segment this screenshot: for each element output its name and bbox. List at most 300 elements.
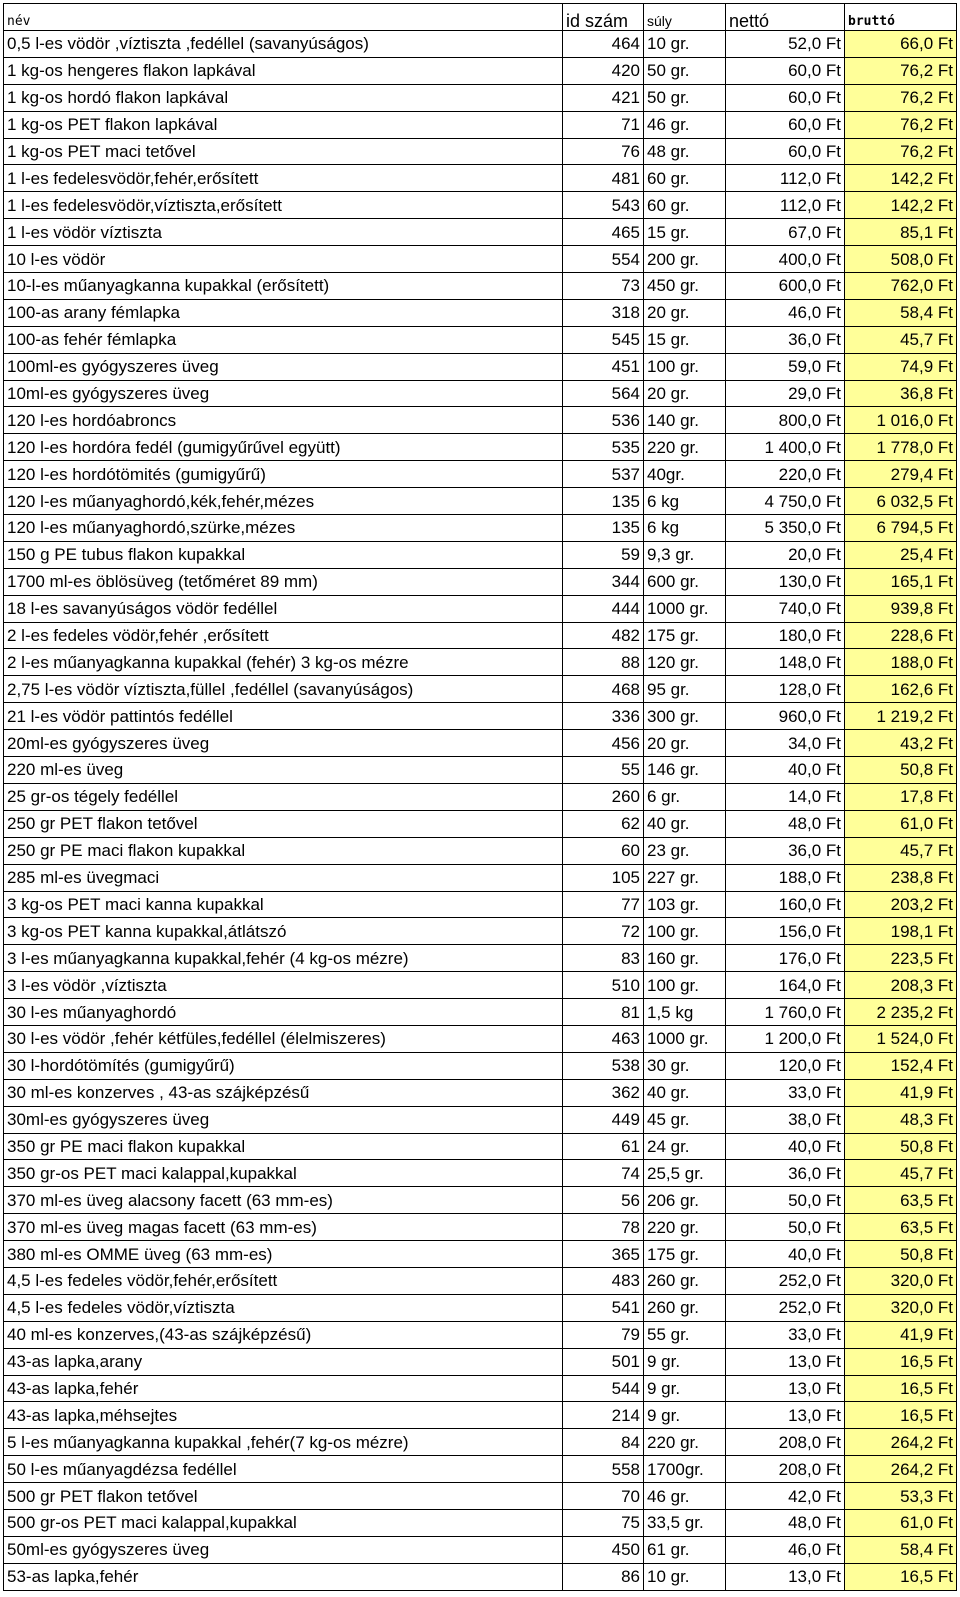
table-row	[4, 219, 957, 246]
table-row	[4, 730, 957, 757]
cell-net: 34,0 Ft	[726, 730, 845, 757]
cell-name: 220 ml-es üveg	[4, 757, 563, 784]
table-row	[4, 1536, 957, 1563]
cell-net: 600,0 Ft	[726, 273, 845, 300]
table-row	[4, 488, 957, 515]
cell-gross: 45,7 Ft	[845, 837, 957, 864]
cell-id: 336	[563, 703, 644, 730]
cell-net: 13,0 Ft	[726, 1402, 845, 1429]
cell-gross: 74,9 Ft	[845, 353, 957, 380]
cell-id: 73	[563, 273, 644, 300]
cell-weight: 46 gr.	[644, 111, 726, 138]
cell-weight: 175 gr.	[644, 622, 726, 649]
cell-id: 538	[563, 1052, 644, 1079]
cell-id: 83	[563, 945, 644, 972]
cell-gross: 53,3 Ft	[845, 1483, 957, 1510]
cell-id: 62	[563, 810, 644, 837]
table-row	[4, 837, 957, 864]
cell-id: 420	[563, 57, 644, 84]
table-row	[4, 676, 957, 703]
table-row	[4, 864, 957, 891]
cell-name: 3 kg-os PET kanna kupakkal,átlátszó	[4, 918, 563, 945]
cell-weight: 15 gr.	[644, 219, 726, 246]
table-row	[4, 1375, 957, 1402]
cell-id: 535	[563, 434, 644, 461]
cell-gross: 41,9 Ft	[845, 1079, 957, 1106]
cell-gross: 939,8 Ft	[845, 595, 957, 622]
cell-net: 40,0 Ft	[726, 1133, 845, 1160]
cell-id: 70	[563, 1483, 644, 1510]
cell-id: 510	[563, 972, 644, 999]
cell-name: 380 ml-es OMME üveg (63 mm-es)	[4, 1241, 563, 1268]
cell-gross: 16,5 Ft	[845, 1348, 957, 1375]
cell-weight: 25,5 gr.	[644, 1160, 726, 1187]
cell-name: 25 gr-os tégely fedéllel	[4, 783, 563, 810]
cell-net: 180,0 Ft	[726, 622, 845, 649]
cell-gross: 50,8 Ft	[845, 1133, 957, 1160]
cell-id: 544	[563, 1375, 644, 1402]
cell-net: 40,0 Ft	[726, 757, 845, 784]
cell-id: 481	[563, 165, 644, 192]
cell-net: 67,0 Ft	[726, 219, 845, 246]
cell-net: 164,0 Ft	[726, 972, 845, 999]
table-row	[4, 1214, 957, 1241]
cell-gross: 223,5 Ft	[845, 945, 957, 972]
table-row	[4, 1133, 957, 1160]
cell-name: 30ml-es gyógyszeres üveg	[4, 1106, 563, 1133]
cell-weight: 120 gr.	[644, 649, 726, 676]
cell-id: 421	[563, 84, 644, 111]
cell-gross: 76,2 Ft	[845, 138, 957, 165]
table-row	[4, 757, 957, 784]
cell-id: 81	[563, 999, 644, 1026]
cell-gross: 61,0 Ft	[845, 1509, 957, 1536]
table-row	[4, 31, 957, 58]
table-row	[4, 1429, 957, 1456]
cell-weight: 227 gr.	[644, 864, 726, 891]
price-list-sheet	[3, 3, 956, 1591]
cell-name: 250 gr PET flakon tetővel	[4, 810, 563, 837]
cell-id: 482	[563, 622, 644, 649]
cell-id: 449	[563, 1106, 644, 1133]
cell-id: 465	[563, 219, 644, 246]
cell-gross: 188,0 Ft	[845, 649, 957, 676]
cell-weight: 1,5 kg	[644, 999, 726, 1026]
cell-weight: 9 gr.	[644, 1348, 726, 1375]
cell-gross: 238,8 Ft	[845, 864, 957, 891]
cell-weight: 6 gr.	[644, 783, 726, 810]
cell-weight: 1000 gr.	[644, 595, 726, 622]
cell-id: 135	[563, 515, 644, 542]
cell-weight: 140 gr.	[644, 407, 726, 434]
table-row	[4, 273, 957, 300]
cell-id: 78	[563, 1214, 644, 1241]
cell-net: 220,0 Ft	[726, 461, 845, 488]
cell-net: 120,0 Ft	[726, 1052, 845, 1079]
table-row	[4, 1079, 957, 1106]
table-row	[4, 945, 957, 972]
table-row	[4, 434, 957, 461]
cell-name: 30 l-hordótömítés (gumigyűrű)	[4, 1052, 563, 1079]
cell-net: 38,0 Ft	[726, 1106, 845, 1133]
cell-name: 1 kg-os PET maci tetővel	[4, 138, 563, 165]
cell-name: 2 l-es műanyagkanna kupakkal (fehér) 3 kg-os mézre	[4, 649, 563, 676]
table-row	[4, 999, 957, 1026]
cell-weight: 20 gr.	[644, 380, 726, 407]
cell-weight: 450 gr.	[644, 273, 726, 300]
cell-name: 10 l-es vödör	[4, 246, 563, 273]
cell-name: 250 gr PE maci flakon kupakkal	[4, 837, 563, 864]
cell-weight: 10 gr.	[644, 1563, 726, 1590]
cell-net: 60,0 Ft	[726, 57, 845, 84]
cell-id: 77	[563, 891, 644, 918]
cell-name: 3 l-es műanyagkanna kupakkal,fehér (4 kg-os mézre)	[4, 945, 563, 972]
cell-name: 30 l-es vödör ,fehér kétfüles,fedéllel (élelmiszeres)	[4, 1025, 563, 1052]
table-row	[4, 891, 957, 918]
table-row	[4, 1563, 957, 1590]
cell-id: 541	[563, 1294, 644, 1321]
cell-id: 463	[563, 1025, 644, 1052]
cell-net: 60,0 Ft	[726, 84, 845, 111]
cell-net: 42,0 Ft	[726, 1483, 845, 1510]
table-row	[4, 810, 957, 837]
cell-net: 20,0 Ft	[726, 541, 845, 568]
cell-gross: 45,7 Ft	[845, 326, 957, 353]
cell-weight: 6 kg	[644, 515, 726, 542]
cell-gross: 198,1 Ft	[845, 918, 957, 945]
cell-gross: 228,6 Ft	[845, 622, 957, 649]
cell-gross: 25,4 Ft	[845, 541, 957, 568]
cell-name: 43-as lapka,fehér	[4, 1375, 563, 1402]
cell-weight: 95 gr.	[644, 676, 726, 703]
table-row	[4, 57, 957, 84]
cell-net: 148,0 Ft	[726, 649, 845, 676]
cell-weight: 46 gr.	[644, 1483, 726, 1510]
cell-gross: 279,4 Ft	[845, 461, 957, 488]
cell-name: 43-as lapka,arany	[4, 1348, 563, 1375]
cell-weight: 45 gr.	[644, 1106, 726, 1133]
cell-net: 33,0 Ft	[726, 1079, 845, 1106]
cell-net: 46,0 Ft	[726, 299, 845, 326]
cell-id: 86	[563, 1563, 644, 1590]
cell-gross: 58,4 Ft	[845, 1536, 957, 1563]
cell-gross: 58,4 Ft	[845, 299, 957, 326]
cell-weight: 20 gr.	[644, 299, 726, 326]
cell-id: 483	[563, 1267, 644, 1294]
cell-gross: 1 016,0 Ft	[845, 407, 957, 434]
cell-net: 13,0 Ft	[726, 1348, 845, 1375]
table-row	[4, 1241, 957, 1268]
cell-gross: 1 219,2 Ft	[845, 703, 957, 730]
cell-name: 0,5 l-es vödör ,víztiszta ,fedéllel (savanyúságos)	[4, 31, 563, 58]
table-row	[4, 1160, 957, 1187]
cell-name: 50 l-es műanyagdézsa fedéllel	[4, 1456, 563, 1483]
cell-name: 120 l-es műanyaghordó,szürke,mézes	[4, 515, 563, 542]
cell-name: 4,5 l-es fedeles vödör,víztiszta	[4, 1294, 563, 1321]
cell-net: 36,0 Ft	[726, 1160, 845, 1187]
cell-name: 43-as lapka,méhsejtes	[4, 1402, 563, 1429]
cell-net: 14,0 Ft	[726, 783, 845, 810]
column-header-id: id szám	[563, 4, 644, 31]
cell-name: 285 ml-es üvegmaci	[4, 864, 563, 891]
cell-net: 13,0 Ft	[726, 1563, 845, 1590]
cell-name: 2 l-es fedeles vödör,fehér ,erősített	[4, 622, 563, 649]
table-row	[4, 380, 957, 407]
cell-weight: 206 gr.	[644, 1187, 726, 1214]
cell-name: 5 l-es műanyagkanna kupakkal ,fehér(7 kg-os mézre)	[4, 1429, 563, 1456]
cell-net: 4 750,0 Ft	[726, 488, 845, 515]
cell-net: 46,0 Ft	[726, 1536, 845, 1563]
cell-weight: 1000 gr.	[644, 1025, 726, 1052]
table-row	[4, 1321, 957, 1348]
cell-gross: 320,0 Ft	[845, 1294, 957, 1321]
cell-net: 208,0 Ft	[726, 1429, 845, 1456]
table-row	[4, 1025, 957, 1052]
cell-gross: 76,2 Ft	[845, 84, 957, 111]
cell-weight: 300 gr.	[644, 703, 726, 730]
table-row	[4, 515, 957, 542]
cell-name: 2,75 l-es vödör víztiszta,füllel ,fedéllel (savanyúságos)	[4, 676, 563, 703]
cell-id: 564	[563, 380, 644, 407]
table-row	[4, 595, 957, 622]
cell-weight: 160 gr.	[644, 945, 726, 972]
cell-weight: 9 gr.	[644, 1375, 726, 1402]
cell-net: 208,0 Ft	[726, 1456, 845, 1483]
table-row	[4, 407, 957, 434]
cell-id: 468	[563, 676, 644, 703]
cell-gross: 264,2 Ft	[845, 1456, 957, 1483]
cell-weight: 61 gr.	[644, 1536, 726, 1563]
table-row	[4, 1052, 957, 1079]
cell-weight: 23 gr.	[644, 837, 726, 864]
cell-name: 50ml-es gyógyszeres üveg	[4, 1536, 563, 1563]
cell-weight: 220 gr.	[644, 1429, 726, 1456]
cell-weight: 220 gr.	[644, 1214, 726, 1241]
cell-weight: 40 gr.	[644, 1079, 726, 1106]
cell-weight: 55 gr.	[644, 1321, 726, 1348]
table-row	[4, 326, 957, 353]
cell-net: 40,0 Ft	[726, 1241, 845, 1268]
cell-net: 128,0 Ft	[726, 676, 845, 703]
table-row	[4, 1187, 957, 1214]
cell-name: 120 l-es hordóabroncs	[4, 407, 563, 434]
cell-net: 156,0 Ft	[726, 918, 845, 945]
cell-name: 1 kg-os PET flakon lapkával	[4, 111, 563, 138]
cell-gross: 76,2 Ft	[845, 111, 957, 138]
cell-id: 71	[563, 111, 644, 138]
cell-id: 214	[563, 1402, 644, 1429]
table-row	[4, 246, 957, 273]
cell-id: 61	[563, 1133, 644, 1160]
cell-name: 20ml-es gyógyszeres üveg	[4, 730, 563, 757]
cell-name: 3 kg-os PET maci kanna kupakkal	[4, 891, 563, 918]
cell-id: 72	[563, 918, 644, 945]
cell-name: 3 l-es vödör ,víztiszta	[4, 972, 563, 999]
cell-id: 105	[563, 864, 644, 891]
cell-id: 344	[563, 568, 644, 595]
cell-weight: 103 gr.	[644, 891, 726, 918]
header-row	[4, 4, 957, 31]
cell-name: 100-as arany fémlapka	[4, 299, 563, 326]
cell-weight: 100 gr.	[644, 918, 726, 945]
cell-net: 33,0 Ft	[726, 1321, 845, 1348]
cell-id: 56	[563, 1187, 644, 1214]
cell-net: 13,0 Ft	[726, 1375, 845, 1402]
cell-name: 120 l-es hordóra fedél (gumigyűrűvel együtt)	[4, 434, 563, 461]
cell-name: 1 l-es fedelesvödör,fehér,erősített	[4, 165, 563, 192]
cell-weight: 33,5 gr.	[644, 1509, 726, 1536]
table-row	[4, 299, 957, 326]
cell-net: 112,0 Ft	[726, 192, 845, 219]
table-row	[4, 111, 957, 138]
cell-gross: 50,8 Ft	[845, 1241, 957, 1268]
cell-net: 48,0 Ft	[726, 1509, 845, 1536]
cell-id: 76	[563, 138, 644, 165]
cell-gross: 16,5 Ft	[845, 1375, 957, 1402]
price-table	[3, 3, 957, 1591]
cell-weight: 20 gr.	[644, 730, 726, 757]
cell-gross: 6 032,5 Ft	[845, 488, 957, 515]
table-row	[4, 703, 957, 730]
cell-name: 500 gr-os PET maci kalappal,kupakkal	[4, 1509, 563, 1536]
cell-net: 740,0 Ft	[726, 595, 845, 622]
table-row	[4, 1402, 957, 1429]
table-row	[4, 84, 957, 111]
cell-id: 74	[563, 1160, 644, 1187]
cell-name: 120 l-es hordótömités (gumigyűrű)	[4, 461, 563, 488]
cell-gross: 2 235,2 Ft	[845, 999, 957, 1026]
cell-name: 150 g PE tubus flakon kupakkal	[4, 541, 563, 568]
cell-id: 543	[563, 192, 644, 219]
table-row	[4, 461, 957, 488]
cell-net: 50,0 Ft	[726, 1187, 845, 1214]
cell-name: 30 ml-es konzerves , 43-as szájképzésű	[4, 1079, 563, 1106]
cell-id: 79	[563, 1321, 644, 1348]
cell-id: 365	[563, 1241, 644, 1268]
cell-weight: 175 gr.	[644, 1241, 726, 1268]
cell-gross: 203,2 Ft	[845, 891, 957, 918]
cell-gross: 36,8 Ft	[845, 380, 957, 407]
column-header-net: nettó	[726, 4, 845, 31]
cell-id: 444	[563, 595, 644, 622]
cell-name: 18 l-es savanyúságos vödör fedéllel	[4, 595, 563, 622]
cell-id: 536	[563, 407, 644, 434]
cell-id: 558	[563, 1456, 644, 1483]
cell-name: 4,5 l-es fedeles vödör,fehér,erősített	[4, 1267, 563, 1294]
cell-id: 318	[563, 299, 644, 326]
cell-gross: 142,2 Ft	[845, 165, 957, 192]
table-row	[4, 1509, 957, 1536]
cell-weight: 260 gr.	[644, 1294, 726, 1321]
cell-gross: 162,6 Ft	[845, 676, 957, 703]
cell-gross: 61,0 Ft	[845, 810, 957, 837]
cell-name: 100ml-es gyógyszeres üveg	[4, 353, 563, 380]
cell-weight: 1700gr.	[644, 1456, 726, 1483]
cell-id: 75	[563, 1509, 644, 1536]
cell-net: 29,0 Ft	[726, 380, 845, 407]
table-row	[4, 1294, 957, 1321]
cell-gross: 508,0 Ft	[845, 246, 957, 273]
cell-gross: 762,0 Ft	[845, 273, 957, 300]
cell-net: 60,0 Ft	[726, 111, 845, 138]
cell-name: 21 l-es vödör pattintós fedéllel	[4, 703, 563, 730]
column-header-name: név	[4, 4, 563, 31]
cell-name: 350 gr PE maci flakon kupakkal	[4, 1133, 563, 1160]
cell-gross: 63,5 Ft	[845, 1187, 957, 1214]
cell-gross: 1 778,0 Ft	[845, 434, 957, 461]
cell-id: 59	[563, 541, 644, 568]
table-row	[4, 972, 957, 999]
cell-id: 450	[563, 1536, 644, 1563]
cell-name: 350 gr-os PET maci kalappal,kupakkal	[4, 1160, 563, 1187]
cell-id: 545	[563, 326, 644, 353]
cell-weight: 15 gr.	[644, 326, 726, 353]
cell-weight: 100 gr.	[644, 972, 726, 999]
table-row	[4, 918, 957, 945]
cell-name: 1 kg-os hordó flakon lapkával	[4, 84, 563, 111]
cell-id: 362	[563, 1079, 644, 1106]
cell-gross: 85,1 Ft	[845, 219, 957, 246]
cell-net: 1 200,0 Ft	[726, 1025, 845, 1052]
table-row	[4, 1106, 957, 1133]
cell-net: 400,0 Ft	[726, 246, 845, 273]
cell-id: 501	[563, 1348, 644, 1375]
cell-weight: 200 gr.	[644, 246, 726, 273]
cell-weight: 146 gr.	[644, 757, 726, 784]
cell-id: 55	[563, 757, 644, 784]
cell-weight: 50 gr.	[644, 57, 726, 84]
table-row	[4, 192, 957, 219]
cell-gross: 264,2 Ft	[845, 1429, 957, 1456]
cell-gross: 320,0 Ft	[845, 1267, 957, 1294]
cell-gross: 16,5 Ft	[845, 1563, 957, 1590]
cell-gross: 50,8 Ft	[845, 757, 957, 784]
cell-gross: 45,7 Ft	[845, 1160, 957, 1187]
cell-gross: 1 524,0 Ft	[845, 1025, 957, 1052]
table-row	[4, 568, 957, 595]
cell-weight: 48 gr.	[644, 138, 726, 165]
cell-weight: 30 gr.	[644, 1052, 726, 1079]
table-row	[4, 541, 957, 568]
table-row	[4, 622, 957, 649]
cell-net: 5 350,0 Ft	[726, 515, 845, 542]
cell-gross: 16,5 Ft	[845, 1402, 957, 1429]
cell-name: 1 kg-os hengeres flakon lapkával	[4, 57, 563, 84]
cell-name: 53-as lapka,fehér	[4, 1563, 563, 1590]
cell-net: 188,0 Ft	[726, 864, 845, 891]
cell-weight: 9 gr.	[644, 1402, 726, 1429]
cell-name: 10-l-es műanyagkanna kupakkal (erősített)	[4, 273, 563, 300]
cell-gross: 142,2 Ft	[845, 192, 957, 219]
cell-weight: 24 gr.	[644, 1133, 726, 1160]
table-row	[4, 1456, 957, 1483]
cell-weight: 10 gr.	[644, 31, 726, 58]
cell-net: 60,0 Ft	[726, 138, 845, 165]
cell-net: 130,0 Ft	[726, 568, 845, 595]
cell-weight: 220 gr.	[644, 434, 726, 461]
cell-net: 36,0 Ft	[726, 326, 845, 353]
cell-net: 1 400,0 Ft	[726, 434, 845, 461]
cell-net: 160,0 Ft	[726, 891, 845, 918]
cell-net: 48,0 Ft	[726, 810, 845, 837]
cell-name: 40 ml-es konzerves,(43-as szájképzésű)	[4, 1321, 563, 1348]
cell-weight: 9,3 gr.	[644, 541, 726, 568]
table-row	[4, 1267, 957, 1294]
table-row	[4, 353, 957, 380]
cell-weight: 40 gr.	[644, 810, 726, 837]
cell-id: 260	[563, 783, 644, 810]
cell-weight: 40gr.	[644, 461, 726, 488]
